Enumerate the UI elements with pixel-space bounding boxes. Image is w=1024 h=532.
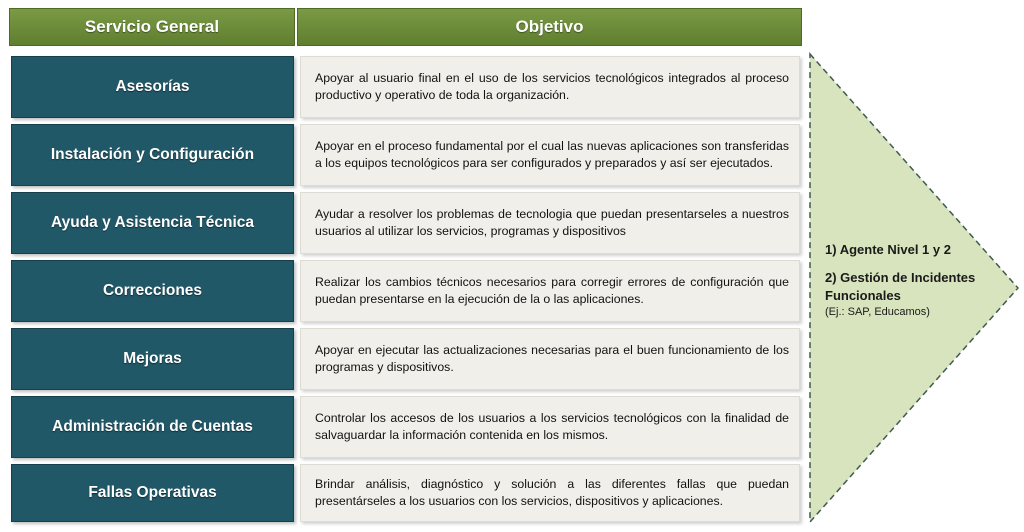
service-label: Instalación y Configuración — [11, 124, 294, 186]
objective-cell — [300, 328, 800, 390]
service-column-header: Servicio General — [9, 8, 295, 46]
objective-text: Realizar los cambios técnicos necesarios para corregir errores de configuración que puedan presentarse en la ejecución de la o las aplicaciones. — [315, 275, 789, 306]
service-label: Ayuda y Asistencia Técnica — [11, 192, 294, 254]
objective-cell — [300, 396, 800, 458]
service-label: Asesorías — [11, 56, 294, 118]
objective-text: Apoyar en ejecutar las actualizaciones necesarias para el buen funcionamiento de los programas y dispositivos. — [315, 343, 789, 374]
objective-text: Brindar análisis, diagnóstico y solución a las diferentes fallas que puedan presentárseles a los usuarios con los servicios, dispositivos y aplicaciones. — [315, 477, 789, 508]
objective-text: Ayudar a resolver los problemas de tecnologia que puedan presentarseles a nuestros usuarios al utilizar los servicios, programas y dispositivos — [315, 207, 789, 238]
table-row — [11, 260, 800, 322]
objective-cell — [300, 56, 800, 118]
objective-text: Apoyar en el proceso fundamental por el cual las nuevas aplicaciones son transferidas a los equipos tecnológicos para ser configurados y preparados y así ser ejecutados. — [315, 139, 789, 170]
arrow-item-agent-level: 1) Agente Nivel 1 y 2 — [825, 242, 951, 257]
objective-cell — [300, 192, 800, 254]
service-label: Administración de Cuentas — [11, 396, 294, 458]
service-label: Correcciones — [11, 260, 294, 322]
arrow-item-note: (Ej.: SAP, Educamos) — [825, 306, 930, 318]
arrow-text — [825, 241, 995, 320]
arrow-item-incident-management: 2) Gestión de Incidentes Funcionales — [825, 270, 976, 303]
table-row — [11, 396, 800, 458]
service-label: Fallas Operativas — [11, 464, 294, 522]
objective-column-header: Objetivo — [297, 8, 802, 46]
objective-text: Apoyar al usuario final en el uso de los servicios tecnológicos integrados al proceso productivo y operativo de toda la organización. — [315, 71, 789, 102]
objective-text: Controlar los accesos de los usuarios a los servicios tecnológicos con la finalidad de salvaguardar la información contenida en los mismos. — [315, 411, 789, 442]
service-label: Mejoras — [11, 328, 294, 390]
table-row — [11, 56, 800, 118]
table-row — [11, 192, 800, 254]
objective-cell — [300, 260, 800, 322]
table-row — [11, 328, 800, 390]
table-row — [11, 464, 800, 522]
objective-cell — [300, 464, 800, 522]
objective-cell — [300, 124, 800, 186]
table-row — [11, 124, 800, 186]
